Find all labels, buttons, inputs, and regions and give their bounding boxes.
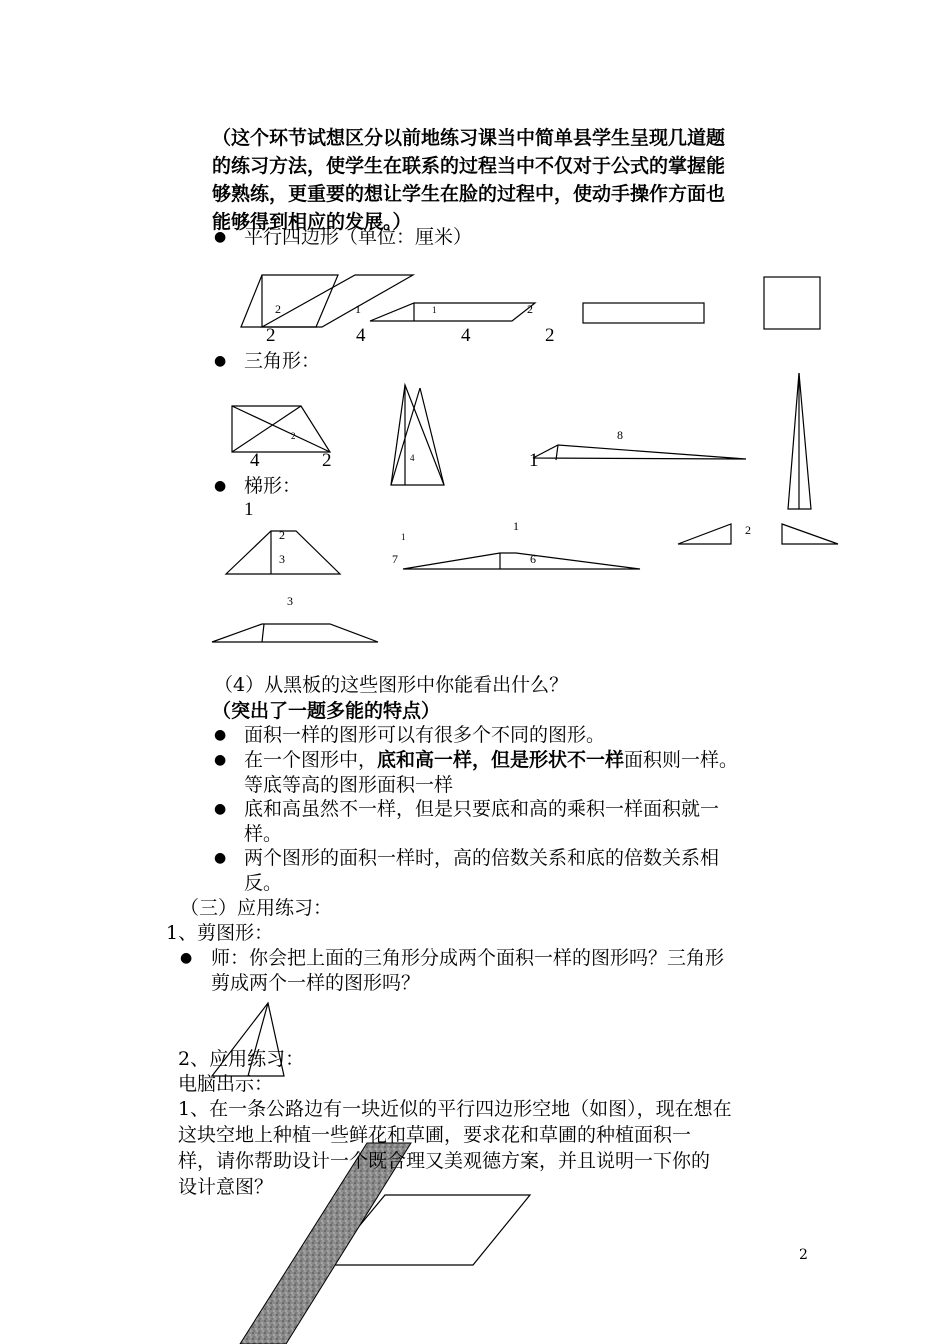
question-4: （4）从黑板的这些图形中你能看出什么？ <box>214 674 569 696</box>
parallelogram-1 <box>241 275 338 327</box>
point-4-line-1: 两个图形的面积一样时，高的倍数关系和底的倍数关系相 <box>244 847 720 869</box>
point-2-bold: 底和高一样，但是形状不一样 <box>377 749 625 771</box>
triangle-b <box>391 385 444 485</box>
point-2 <box>244 747 738 773</box>
point-1: 面积一样的图形可以有很多个不同的图形。 <box>244 724 606 746</box>
bullet-icon: ● <box>214 752 227 768</box>
label: 2 <box>322 450 332 471</box>
label: 1 <box>529 450 539 471</box>
bullet-icon: ● <box>180 950 193 966</box>
problem-line-4: 设计意图？ <box>178 1176 274 1198</box>
triangle-heading: 三角形： <box>244 350 321 372</box>
label: 2 <box>745 523 751 537</box>
label: 4 <box>461 325 471 346</box>
label: 1 <box>513 519 519 533</box>
point-4-line-2: 反。 <box>244 872 283 894</box>
label: 2 <box>266 325 276 346</box>
rectangle <box>583 303 704 323</box>
triangle-f <box>782 524 838 544</box>
intro-line-2: 的练习方法，使学生在联系的过程当中不仅对于公式的掌握能 <box>212 155 726 177</box>
trapezoid-c <box>212 624 378 642</box>
application-title: 2、应用练习： <box>178 1048 305 1070</box>
label: 6 <box>530 552 536 566</box>
label: 4 <box>250 450 260 471</box>
parallelogram-3 <box>370 303 535 321</box>
label: 3 <box>287 594 293 608</box>
problem-text <box>178 1096 732 1200</box>
cut-shapes-title: 1、剪图形： <box>166 922 274 944</box>
parallelogram-2 <box>262 275 413 327</box>
diagonal-line <box>420 388 444 485</box>
trapezoid-b <box>403 553 640 569</box>
label: 4 <box>410 453 415 463</box>
bullet-icon: ● <box>214 478 227 494</box>
diagonal-line <box>232 406 301 452</box>
teacher-line-1: 师：你会把上面的三角形分成两个面积一样的图形吗？三角形 <box>211 947 725 969</box>
height-line <box>262 624 264 642</box>
label: 2 <box>279 528 285 542</box>
label: 7 <box>392 552 398 566</box>
label: 2 <box>275 302 281 316</box>
bullet-icon: ● <box>214 727 227 743</box>
problem-line-1: 1、在一条公路边有一块近似的平行四边形空地（如图），现在想在 <box>178 1098 732 1120</box>
trapezoid-heading: 梯形： <box>244 475 302 497</box>
label: 1 <box>432 305 437 315</box>
point-2-pre: 在一个图形中， <box>244 749 378 771</box>
bullet-icon: ● <box>214 850 227 866</box>
point-3-line-1: 底和高虽然不一样，但是只要底和高的乘积一样面积就一 <box>244 798 720 820</box>
problem-line-2: 这块空地上种植一些鲜花和草圃，要求花和草圃的种植面积一 <box>178 1124 692 1146</box>
bullet-icon: ● <box>214 229 227 245</box>
point-2-post: 面积则一样。 <box>624 749 739 771</box>
point-3-line-2: 样。 <box>244 823 283 845</box>
label: 8 <box>617 428 623 442</box>
label: 1 <box>401 532 406 542</box>
triangle-c <box>533 445 746 459</box>
label: 3 <box>279 552 285 566</box>
highlight-note: （突出了一题多能的特点） <box>212 700 441 722</box>
problem-line-3: 样，请你帮助设计一个既合理又美观德方案，并且说明一下你的 <box>178 1150 711 1172</box>
square <box>764 277 820 329</box>
point-2-line-2: 等底等高的图形面积一样 <box>244 774 454 796</box>
intro-line-1: （这个环节试想区分以前地练习课当中简单县学生呈现几道题 <box>212 127 726 149</box>
section-3-title: （三）应用练习： <box>180 897 333 919</box>
parallelogram-heading: 平行四边形（单位：厘米） <box>244 226 473 248</box>
label: 4 <box>356 325 366 346</box>
label: 2 <box>291 431 296 441</box>
label: 2 <box>527 302 533 316</box>
bullet-icon: ● <box>214 353 227 369</box>
bullet-icon: ● <box>214 801 227 817</box>
intro-line-3: 够熟练，更重要的想让学生在脸的过程中，使动手操作方面也 <box>212 183 726 205</box>
teacher-line-2: 剪成两个一样的图形吗？ <box>211 972 421 994</box>
computer-display: 电脑出示： <box>178 1073 274 1095</box>
label: 1 <box>244 499 254 520</box>
intro-line-4: 能够得到相应的发展。） <box>212 211 412 233</box>
page-number: 2 <box>799 1247 808 1263</box>
label: 2 <box>545 325 555 346</box>
label: 1 <box>355 302 361 316</box>
triangle-e <box>678 524 731 544</box>
